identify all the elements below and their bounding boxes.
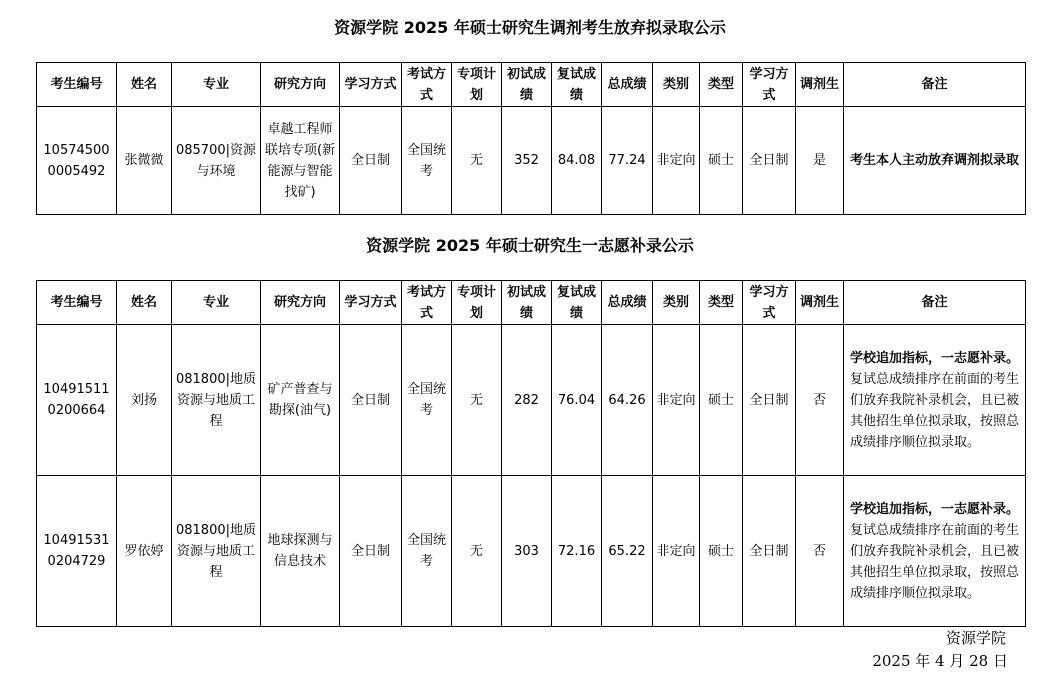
column-header: 学习方式 [340,63,402,107]
retest-score-cell: 76.04 [552,325,602,476]
column-header: 研究方向 [261,63,340,107]
candidate-id-cell: 105745000005492 [37,107,117,215]
column-header: 专业 [172,63,261,107]
special-plan-cell: 无 [452,107,502,215]
header-row [37,281,1026,325]
candidate-name-cell: 刘扬 [117,325,172,476]
column-header: 考生编号 [37,63,117,107]
degree-type-cell: 硕士 [700,325,743,476]
adjusted-flag-cell: 是 [796,107,844,215]
research-direction-cell: 矿产普查与勘探(油气) [261,325,340,476]
column-header: 专业 [172,281,261,325]
column-header: 备注 [844,281,1026,325]
column-header: 初试成绩 [502,63,552,107]
column-header: 学习方式 [743,281,796,325]
remark-bold: 考生本人主动放弃调剂拟录取 [850,153,1020,168]
column-header: 复试成绩 [552,281,602,325]
study-mode-cell: 全日制 [743,325,796,476]
research-direction-cell: 卓越工程师联培专项(新能源与智能找矿) [261,107,340,215]
remark-text: 复试总成绩排序在前面的考生们放弃我院补录机会，且已被其他招生单位拟录取，按照总成绩排序顺位拟录取。 [850,371,1020,450]
candidate-id-cell: 104915110200664 [37,325,117,476]
remark-bold: 学校追加指标，一志愿补录。 [850,501,1020,517]
prelim-score-cell: 352 [502,107,552,215]
column-header: 调剂生 [796,281,844,325]
column-header: 研究方向 [261,281,340,325]
remark-cell [844,476,1026,627]
column-header: 总成绩 [602,63,653,107]
column-header: 学习方式 [340,281,402,325]
category-cell: 非定向 [653,107,700,215]
candidate-name-cell: 张微微 [117,107,172,215]
column-header: 备注 [844,63,1026,107]
column-header: 类别 [653,63,700,107]
study-mode-cell: 全日制 [340,107,402,215]
table-row [37,476,1026,627]
degree-type-cell: 硕士 [700,107,743,215]
footer-date: 2025 年 4 月 28 日 [872,652,1008,670]
special-plan-cell: 无 [452,476,502,627]
total-score-cell: 64.26 [602,325,653,476]
retest-score-cell: 84.08 [552,107,602,215]
supplement-table [36,280,1026,627]
candidate-name-cell: 罗依婷 [117,476,172,627]
prelim-score-cell: 282 [502,325,552,476]
column-header: 类型 [700,63,743,107]
prelim-score-cell: 303 [502,476,552,627]
abandon-table [36,62,1026,215]
column-header: 总成绩 [602,281,653,325]
table2-body [37,325,1026,627]
study-mode-cell: 全日制 [340,325,402,476]
study-mode-cell: 全日制 [340,476,402,627]
column-header: 类别 [653,281,700,325]
major-cell: 081800|地质资源与地质工程 [172,325,261,476]
candidate-id-cell: 104915310204729 [37,476,117,627]
major-cell: 085700|资源与环境 [172,107,261,215]
header-row [37,63,1026,107]
adjusted-flag-cell: 否 [796,476,844,627]
column-header: 姓名 [117,281,172,325]
remark-cell [844,325,1026,476]
major-cell: 081800|地质资源与地质工程 [172,476,261,627]
remark-bold: 学校追加指标，一志愿补录。 [850,350,1020,366]
total-score-cell: 65.22 [602,476,653,627]
table1-body [37,107,1026,215]
category-cell: 非定向 [653,325,700,476]
table2-title: 资源学院 2025 年硕士研究生一志愿补录公示 [366,236,694,255]
degree-type-cell: 硕士 [700,476,743,627]
footer-org: 资源学院 [945,629,1006,647]
column-header: 类型 [700,281,743,325]
exam-mode-cell: 全国统考 [402,325,452,476]
column-header: 姓名 [117,63,172,107]
column-header: 初试成绩 [502,281,552,325]
column-header: 专项计划 [452,63,502,107]
special-plan-cell: 无 [452,325,502,476]
column-header: 复试成绩 [552,63,602,107]
column-header: 考试方式 [402,63,452,107]
column-header: 专项计划 [452,281,502,325]
column-header: 考试方式 [402,281,452,325]
adjusted-flag-cell: 否 [796,325,844,476]
table-row [37,107,1026,215]
exam-mode-cell: 全国统考 [402,476,452,627]
column-header: 调剂生 [796,63,844,107]
exam-mode-cell: 全国统考 [402,107,452,215]
remark-text: 复试总成绩排序在前面的考生们放弃我院补录机会，且已被其他招生单位拟录取，按照总成绩排序顺位拟录取。 [850,522,1020,601]
study-mode-cell: 全日制 [743,476,796,627]
total-score-cell: 77.24 [602,107,653,215]
study-mode-cell: 全日制 [743,107,796,215]
remark-cell [844,107,1026,215]
table1-title: 资源学院 2025 年硕士研究生调剂考生放弃拟录取公示 [334,18,726,37]
research-direction-cell: 地球探测与信息技术 [261,476,340,627]
column-header: 考生编号 [37,281,117,325]
category-cell: 非定向 [653,476,700,627]
column-header: 学习方式 [743,63,796,107]
retest-score-cell: 72.16 [552,476,602,627]
table-row [37,325,1026,476]
